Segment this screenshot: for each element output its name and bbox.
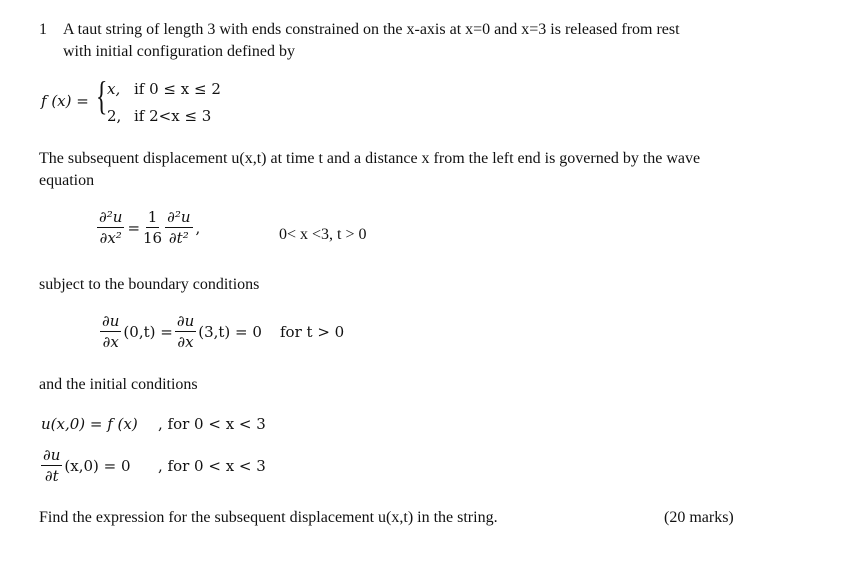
boundary-frac-2-den: ∂x (177, 333, 194, 351)
initial-2-num: ∂u (43, 446, 61, 464)
intro-line-1: A taut string of length 3 with ends constrained on the x-axis at x=0 and x=3 is released from rest (63, 21, 680, 38)
wave-equals: = (127, 218, 141, 237)
initial-condition-1-cond: , for 0 < x < 3 (158, 415, 266, 433)
displacement-line-2: equation (39, 172, 95, 189)
boundary-frac-1-den: ∂x (102, 333, 119, 351)
boundary-cond: for t > 0 (280, 323, 345, 341)
boundary-frac-1 (100, 312, 121, 351)
wave-lhs-num: ∂²u (99, 208, 123, 226)
initial-condition-2-cond: , for 0 < x < 3 (158, 457, 266, 475)
wave-lhs-den: ∂x² (99, 229, 122, 247)
initial-2-expr: (x,0) = 0 (64, 456, 131, 475)
boundary-frac-2-num: ∂u (176, 312, 195, 330)
boundary-frac-1-num: ∂u (102, 312, 120, 330)
wave-domain: 0< x <3, t > 0 (279, 226, 367, 243)
initial-intro: and the initial conditions (39, 376, 198, 393)
boundary-intro: subject to the boundary conditions (39, 276, 260, 293)
piecewise-case-2-expr: 2, (107, 107, 122, 125)
boundary-arg-2: (3,t) = 0 (198, 322, 262, 341)
piecewise-case-1-expr: x, (107, 80, 121, 98)
wave-equation (97, 208, 200, 247)
piecewise-case-2-cond: if 2<x ≤ 3 (134, 107, 212, 125)
task-text: Find the expression for the subsequent displacement u(x,t) in the string. (39, 509, 498, 526)
marks: (20 marks) (664, 509, 734, 526)
wave-lhs-fraction (97, 208, 124, 247)
piecewise-lhs: f (x) = (41, 92, 89, 110)
wave-comma: , (195, 218, 201, 237)
wave-coef-fraction (143, 208, 162, 247)
wave-rhs-fraction (165, 208, 192, 247)
initial-2-den: ∂t (44, 467, 59, 485)
piecewise-brace: { (95, 73, 108, 118)
intro-line-2: with initial configuration defined by (63, 43, 295, 60)
wave-coef-num: 1 (147, 208, 158, 226)
boundary-condition (100, 312, 262, 351)
initial-2-fraction (41, 446, 62, 485)
wave-coef-den: 16 (143, 229, 163, 247)
displacement-line-1: The subsequent displacement u(x,t) at time t and a distance x from the left end is governed by the wave (39, 150, 701, 167)
question-number: 1 (39, 21, 47, 38)
wave-rhs-num: ∂²u (167, 208, 191, 226)
boundary-frac-2 (175, 312, 196, 351)
initial-condition-1: u(x,0) = f (x) (41, 415, 138, 433)
wave-rhs-den: ∂t² (168, 229, 189, 247)
piecewise-case-1-cond: if 0 ≤ x ≤ 2 (134, 80, 221, 98)
initial-condition-2 (41, 446, 131, 485)
boundary-arg-1: (0,t) = (123, 322, 173, 341)
